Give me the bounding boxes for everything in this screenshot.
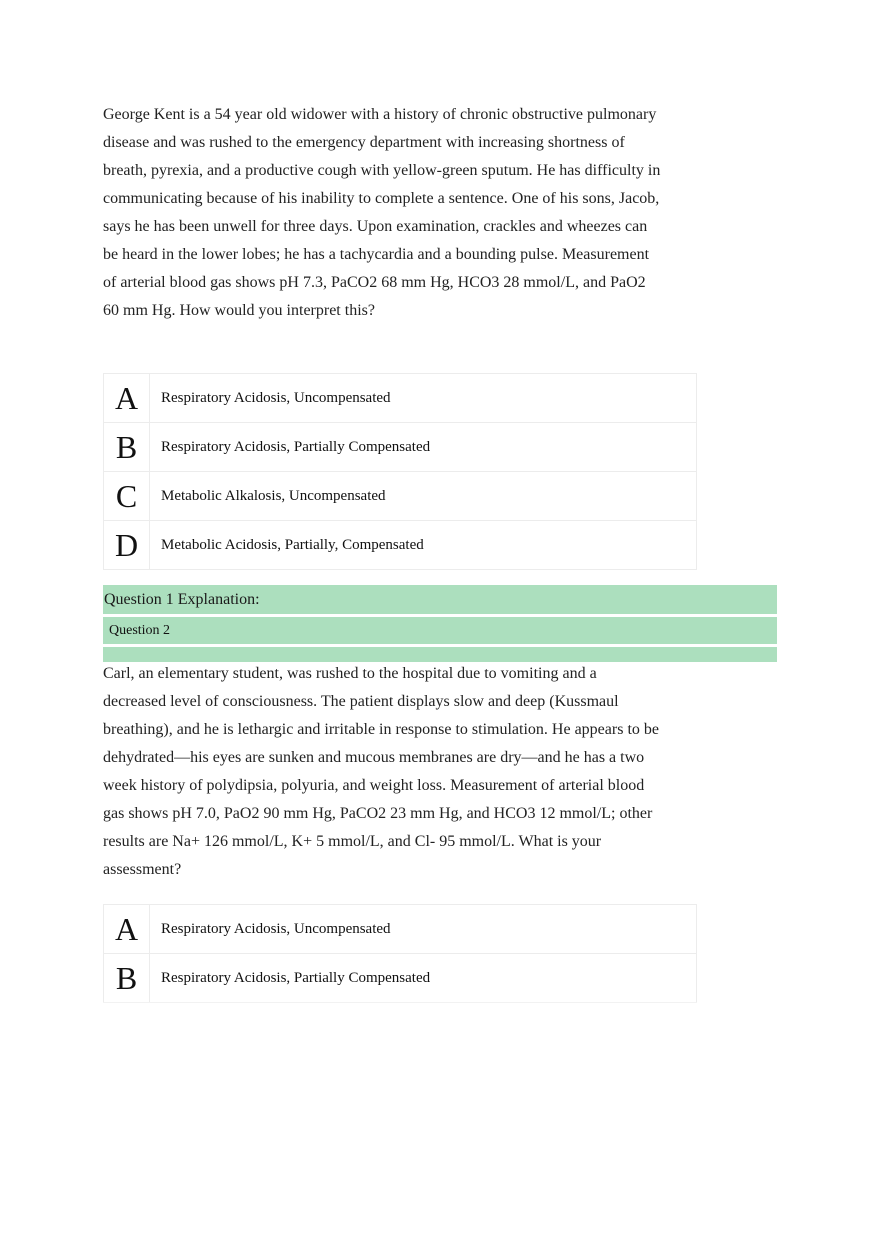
explanation-label: Question 1 Explanation: xyxy=(104,591,260,608)
question-1-options xyxy=(103,373,697,570)
question-1-explanation-bar[interactable] xyxy=(103,585,777,614)
option-text[interactable]: Respiratory Acidosis, Uncompensated xyxy=(150,905,697,954)
option-letter: A xyxy=(104,374,150,423)
option-row[interactable] xyxy=(104,374,697,423)
option-row[interactable] xyxy=(104,954,697,1003)
option-row[interactable] xyxy=(104,472,697,521)
question-2-header xyxy=(103,617,777,644)
option-text[interactable]: Metabolic Alkalosis, Uncompensated xyxy=(150,472,697,521)
question-1-text: George Kent is a 54 year old widower with a history of chronic obstructive pulmonary disease and was rushed to the emergency department with increasing shortness of breath, pyrexia, and a productive cough with yellow-green sputum. He has difficulty in communicating because of his inability to complete a sentence. One of his sons, Jacob, says he has been unwell for three days. Upon examination, crackles and wheezes can be heard in the lower lobes; he has a tachycardia and a bounding pulse. Measurement of arterial blood gas shows pH 7.3, PaCO2 68 mm Hg, HCO3 28 mmol/L, and PaO2 60 mm Hg. How would you interpret this? xyxy=(103,106,661,319)
question-2-title: Question 2 xyxy=(109,623,171,638)
option-row[interactable] xyxy=(104,521,697,570)
option-letter: D xyxy=(104,521,150,570)
option-letter: C xyxy=(104,472,150,521)
option-letter: A xyxy=(104,905,150,954)
option-letter: B xyxy=(104,954,150,1003)
option-letter: B xyxy=(104,423,150,472)
question-2-text: Carl, an elementary student, was rushed to the hospital due to vomiting and a decreased level of consciousness. The patient displays slow and deep (Kussmaul breathing), and he is lethargic and irritable in response to stimulation. He appears to be dehydrated—his eyes are sunken and mucous membranes are dry—and he has a two week history of polydipsia, polyuria, and weight loss. Measurement of arterial blood gas shows pH 7.0, PaO2 90 mm Hg, PaCO2 23 mm Hg, and HCO3 12 mmol/L; other results are Na+ 126 mmol/L, K+ 5 mmol/L, and Cl- 95 mmol/L. What is your assessment? xyxy=(103,665,659,878)
option-row[interactable] xyxy=(104,423,697,472)
option-text[interactable]: Respiratory Acidosis, Partially Compensated xyxy=(150,423,697,472)
option-text[interactable]: Metabolic Acidosis, Partially, Compensated xyxy=(150,521,697,570)
option-text[interactable]: Respiratory Acidosis, Uncompensated xyxy=(150,374,697,423)
question-2-options xyxy=(103,904,697,1003)
option-text[interactable]: Respiratory Acidosis, Partially Compensated xyxy=(150,954,697,1003)
option-row[interactable] xyxy=(104,905,697,954)
